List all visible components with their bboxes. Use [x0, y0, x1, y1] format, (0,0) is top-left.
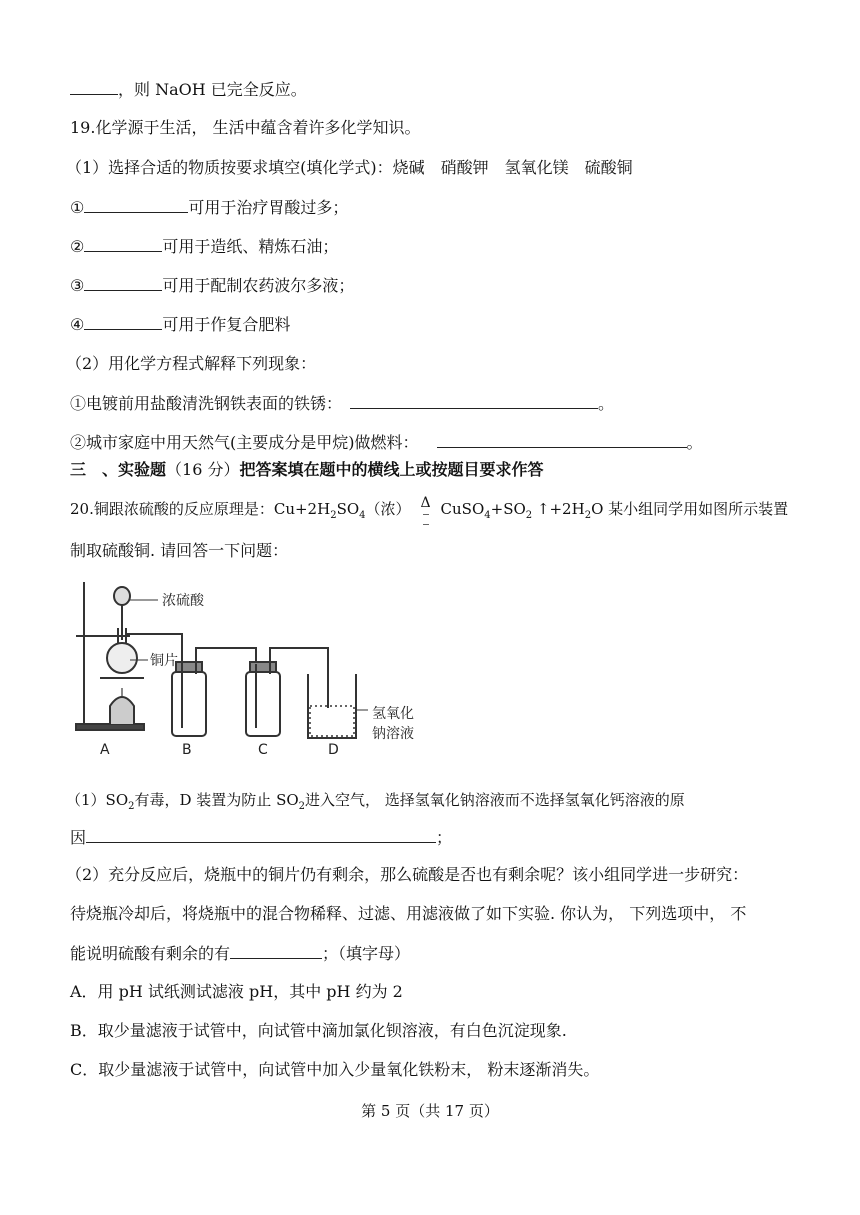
choice-marker: ③ — [70, 276, 85, 295]
choice-3 — [70, 274, 354, 297]
delta-sign: Δ — [420, 495, 431, 511]
section-heading — [70, 459, 543, 481]
label-naoh-line1: 氢氧化 — [372, 706, 414, 722]
answer-blank[interactable] — [437, 431, 687, 448]
section-title: 三 、实验题 — [70, 460, 167, 479]
choice-text: 可用于配制农药波尔多液； — [162, 276, 355, 295]
label-apparatus-d: D — [328, 742, 339, 758]
stopper-b — [176, 662, 202, 672]
choice-2 — [70, 235, 338, 258]
label-concentrated-acid: 浓硫酸 — [162, 593, 204, 609]
subscript: 4 — [359, 510, 366, 521]
equation-2 — [70, 431, 703, 454]
question-20-reaction — [70, 495, 789, 527]
text: SO — [336, 500, 360, 518]
round-flask — [107, 643, 137, 673]
alcohol-lamp — [110, 697, 134, 724]
choice-1 — [70, 196, 348, 219]
equation-prompt: ②城市家庭中用天然气(主要成分是甲烷)做燃料： — [70, 433, 419, 452]
text: +SO — [490, 500, 526, 518]
question-19-part2: （2）用化学方程式解释下列现象： — [66, 354, 317, 373]
text: 有毒，D 装置为防止 SO — [134, 791, 299, 809]
choice-text: 可用于造纸、精炼石油； — [162, 237, 339, 256]
separatory-funnel — [114, 587, 130, 605]
subscript: 2 — [330, 510, 337, 521]
question-20-line2: 制取硫酸铜. 请回答一下问题： — [70, 541, 289, 560]
subscript: 2 — [584, 510, 592, 521]
text: （浓） — [365, 500, 411, 518]
text: ，则 NaOH 已完全反应。 — [118, 80, 307, 99]
label-apparatus-c: C — [258, 742, 268, 758]
text: 能说明硫酸有剩余的有 — [70, 944, 231, 963]
label-apparatus-b: B — [182, 742, 192, 758]
stopper-c — [250, 662, 276, 672]
option-a: A．用 pH 试纸测试滤液 pH，其中 pH 约为 2 — [70, 982, 403, 1001]
answer-blank[interactable] — [230, 942, 322, 959]
answer-blank[interactable] — [84, 274, 162, 291]
answer-blank[interactable] — [70, 78, 118, 95]
label-apparatus-a: A — [100, 742, 110, 758]
text: CuSO — [440, 500, 485, 518]
part2-line2: 待烧瓶冷却后，将烧瓶中的混合物稀释、过滤、用滤液做了如下实验. 你认为， 下列选项中， 不 — [70, 904, 747, 923]
option-c: C．取少量滤液于试管中，向试管中加入少量氧化铁粉末， 粉末逐渐消失。 — [70, 1060, 600, 1079]
subscript: 4 — [484, 510, 491, 521]
heat-condition-symbol — [417, 495, 435, 520]
bottle-b — [172, 672, 206, 736]
answer-blank[interactable] — [84, 313, 162, 330]
naoh-solution — [310, 706, 354, 736]
punct: 。 — [686, 433, 703, 452]
text: ；（填字母） — [322, 944, 411, 963]
text: ↑+2H — [532, 500, 585, 518]
answer-blank[interactable] — [86, 826, 436, 843]
text: 因 — [70, 828, 87, 847]
text: O 某小组同学用如图所示装置 — [591, 500, 789, 518]
equation-1 — [70, 392, 614, 415]
label-naoh-line2: 钠溶液 — [372, 726, 414, 742]
apparatus-figure — [70, 578, 414, 758]
choice-marker: ② — [70, 237, 85, 256]
choice-text: 可用于作复合肥料 — [162, 315, 291, 334]
part2-line3 — [70, 942, 410, 965]
question-19-title: 19.化学源于生活， 生活中蕴含着许多化学知识。 — [70, 118, 421, 137]
text: 进入空气， 选择氢氧化钠溶液而不选择氢氧化钙溶液的原 — [305, 791, 685, 809]
text: （1）SO — [66, 791, 129, 809]
subscript: 2 — [525, 510, 533, 521]
choice-marker: ④ — [70, 315, 85, 334]
choice-text: 可用于治疗胃酸过多； — [188, 198, 349, 217]
part1-line1 — [66, 789, 685, 818]
answer-blank[interactable] — [350, 392, 598, 409]
bottle-c — [246, 672, 280, 736]
choice-marker: ① — [70, 198, 85, 217]
section-instructions: 把答案填在题中的横线上或按题目要求作答 — [239, 460, 544, 479]
punct: ； — [436, 828, 453, 847]
prev-answer-line — [70, 78, 307, 101]
equation-prompt: ①电镀前用盐酸清洗钢铁表面的铁锈： — [70, 394, 343, 413]
answer-blank[interactable] — [84, 196, 188, 213]
subscript: 2 — [298, 801, 306, 812]
option-b: B．取少量滤液于试管中，向试管中滴加氯化钡溶液，有白色沉淀现象. — [70, 1021, 567, 1040]
text: 20.铜跟浓硫酸的反应原理是：Cu+2H — [70, 500, 331, 518]
section-points: （16 分） — [166, 460, 240, 479]
punct: 。 — [598, 394, 615, 413]
subscript: 2 — [128, 801, 135, 812]
page-footer: 第 5 页（共 17 页） — [361, 1102, 499, 1120]
stand-base — [76, 724, 144, 730]
label-copper-sheet: 铜片 — [150, 653, 178, 669]
part1-line2 — [70, 826, 452, 849]
choice-4 — [70, 313, 290, 336]
part2-line1: （2）充分反应后，烧瓶中的铜片仍有剩余，那么硫酸是否也有剩余呢？该小组同学进一步研究： — [66, 865, 749, 884]
question-19-part1: （1）选择合适的物质按要求填空(填化学式)：烧碱 硝酸钾 氢氧化镁 硫酸铜 — [66, 158, 633, 177]
answer-blank[interactable] — [84, 235, 162, 252]
